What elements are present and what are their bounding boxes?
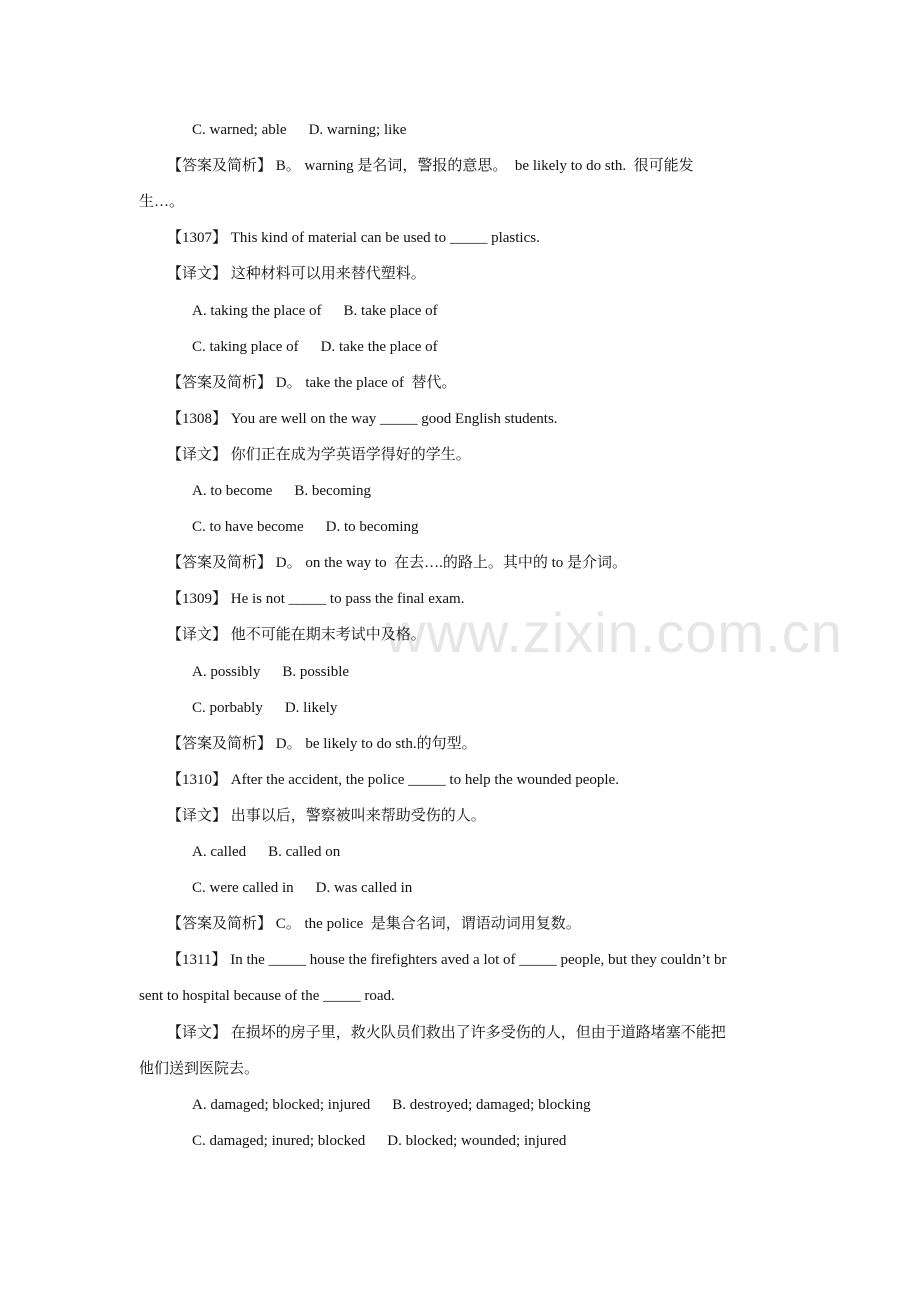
option-choice: C. porbably <box>192 699 263 716</box>
option-choice: A. taking the place of <box>192 302 322 319</box>
option-choice: D. warning; like <box>308 122 407 138</box>
continuation-line: sent to hospital because of the _____ road. <box>139 988 395 1005</box>
option-choice: D. likely <box>284 699 338 716</box>
option-line <box>192 662 349 682</box>
option-choice: A. called <box>192 844 247 860</box>
option-line <box>192 481 371 501</box>
option-choice: B. called on <box>268 844 341 860</box>
option-choice: D. take the place of <box>320 338 438 355</box>
watermark: www.zixin.com.cn <box>385 601 843 664</box>
text-line: 【答案及简析】 B。 warning 是名词，警报的意思。 be likely to do sth. 很可能发 <box>167 158 694 175</box>
text-line: 【译文】 出事以后，警察被叫来帮助受伤的人。 <box>167 807 486 824</box>
text-line: 【译文】 在损坏的房子里，救火队员们救出了许多受伤的人，但由于道路堵塞不能把 <box>167 1024 726 1041</box>
option-choice: C. warned; able <box>192 122 287 138</box>
option-choice: A. damaged; blocked; injured <box>192 1096 371 1113</box>
option-choice: D. blocked; wounded; injured <box>387 1132 567 1149</box>
text-line: 【答案及简析】 C。 the police 是集合名词，谓语动词用复数。 <box>167 916 581 933</box>
text-line: 【译文】 他不可能在期末考试中及格。 <box>167 627 426 644</box>
text-line: 【答案及简析】 D。 take the place of 替代。 <box>167 374 457 391</box>
option-line <box>192 842 340 862</box>
continuation-line: 生…。 <box>139 194 185 211</box>
option-choice: B. possible <box>282 663 350 680</box>
option-choice: D. to becoming <box>325 519 419 536</box>
option-line <box>192 120 406 140</box>
text-line: 【1310】 After the accident, the police _____ to help the wounded people. <box>167 771 619 788</box>
option-choice: A. to become <box>192 483 273 499</box>
text-line: 【译文】 这种材料可以用来替代塑料。 <box>167 266 426 283</box>
text-line: 【译文】 你们正在成为学英语学得好的学生。 <box>167 446 471 463</box>
text-line: 【1308】 You are well on the way _____ good English students. <box>167 410 558 427</box>
continuation-line: 他们送到医院去。 <box>139 1060 260 1077</box>
option-line <box>192 301 438 321</box>
text-line: 【答案及简析】 D。 on the way to 在去….的路上。其中的 to 是介词。 <box>167 555 627 572</box>
text-line: 【1311】 In the _____ house the firefighters aved a lot of _____ people, but they couldn’t br <box>167 952 727 969</box>
option-line <box>192 1131 566 1151</box>
option-line <box>192 517 419 537</box>
option-choice: C. damaged; inured; blocked <box>192 1132 366 1149</box>
option-choice: D. was called in <box>315 880 413 897</box>
option-line <box>192 878 412 898</box>
text-line: 【1309】 He is not _____ to pass the final exam. <box>167 591 465 608</box>
option-choice: C. were called in <box>192 880 294 897</box>
option-line <box>192 337 438 357</box>
option-choice: C. taking place of <box>192 338 299 355</box>
option-choice: B. take place of <box>343 302 438 319</box>
text-line: 【1307】 This kind of material can be used to _____ plastics. <box>167 230 540 247</box>
option-line <box>192 698 337 718</box>
option-choice: B. becoming <box>294 483 372 499</box>
option-choice: A. possibly <box>192 663 261 680</box>
option-line <box>192 1095 591 1115</box>
option-choice: C. to have become <box>192 519 304 536</box>
text-line: 【答案及简析】 D。 be likely to do sth.的句型。 <box>167 735 477 752</box>
option-choice: B. destroyed; damaged; blocking <box>392 1096 591 1113</box>
